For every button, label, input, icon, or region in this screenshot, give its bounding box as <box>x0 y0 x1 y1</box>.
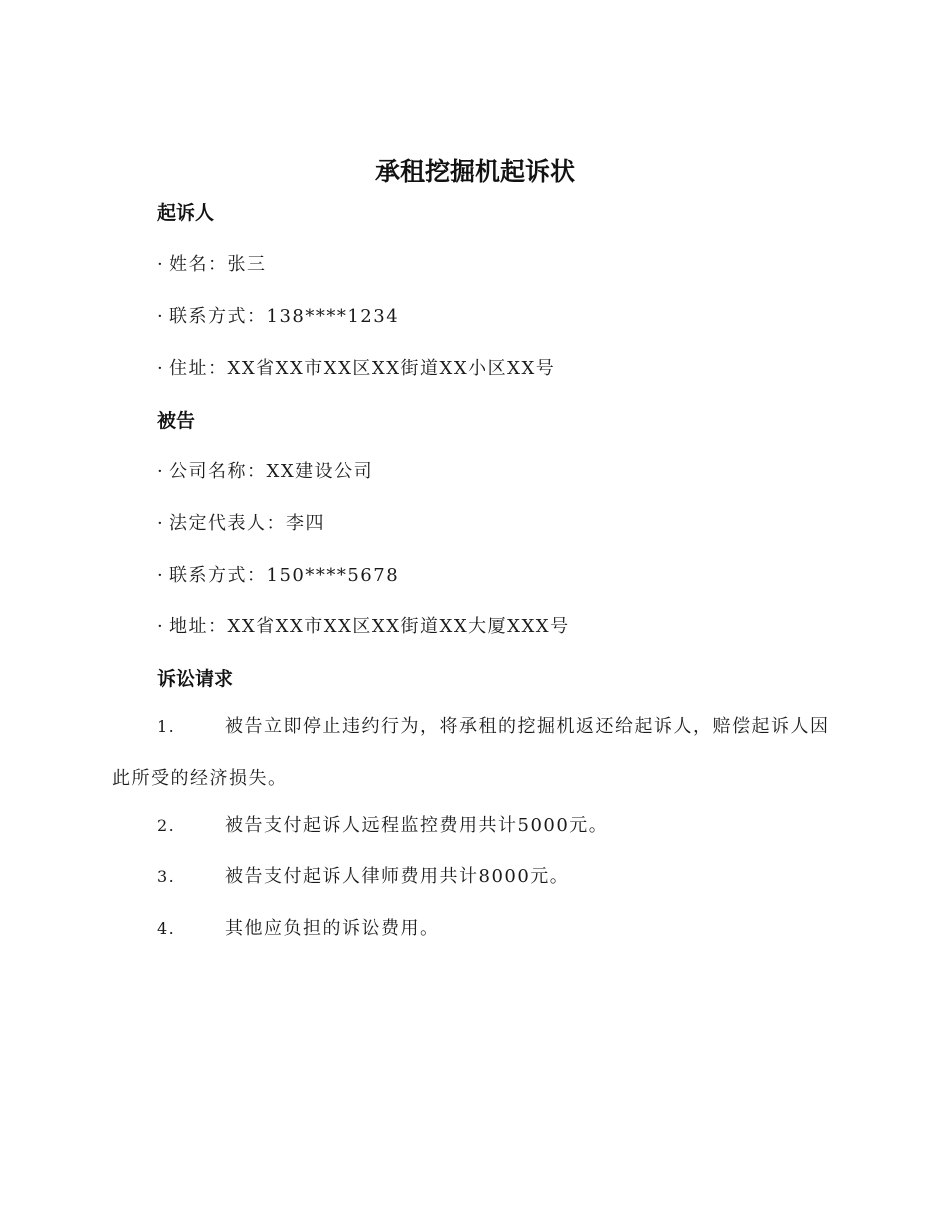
claim-number: 4. <box>157 919 176 938</box>
claim-number: 3. <box>157 867 176 886</box>
plaintiff-name-text: 姓名：张三 <box>169 254 267 275</box>
defendant-representative-text: 法定代表人：李四 <box>169 513 325 534</box>
defendant-company <box>157 457 373 483</box>
bullet: · <box>157 616 165 637</box>
claims-heading: 诉讼请求 <box>157 668 234 690</box>
defendant-contact-text: 联系方式：150****5678 <box>169 565 400 586</box>
plaintiff-address-text: 住址：XX省XX市XX区XX街道XX小区XX号 <box>169 358 556 379</box>
bullet: · <box>157 513 165 534</box>
claim-number: 2. <box>157 816 176 835</box>
plaintiff-contact <box>157 302 399 328</box>
bullet: · <box>157 358 165 379</box>
defendant-address-text: 地址：XX省XX市XX区XX街道XX大厦XXX号 <box>169 616 570 637</box>
defendant-representative <box>157 509 325 535</box>
claim-text: 被告支付起诉人律师费用共计8000元。 <box>225 866 570 887</box>
claim-item <box>157 914 440 940</box>
bullet: · <box>157 565 165 586</box>
defendant-address <box>157 612 570 638</box>
bullet: · <box>157 306 165 327</box>
defendant-contact <box>157 561 399 587</box>
document-title: 承租挖掘机起诉状 <box>374 157 575 186</box>
claim-item <box>112 701 842 805</box>
bullet: · <box>157 254 165 275</box>
claim-text: 被告立即停止违约行为，将承租的挖掘机返还给起诉人，赔偿起诉人因此所受的经济损失。 <box>112 716 830 789</box>
defendant-heading: 被告 <box>157 410 196 432</box>
claim-text: 被告支付起诉人远程监控费用共计5000元。 <box>225 815 609 836</box>
claim-text: 其他应负担的诉讼费用。 <box>225 918 440 939</box>
bullet: · <box>157 461 165 482</box>
claim-item <box>157 862 569 888</box>
claim-number: 1. <box>157 717 176 736</box>
plaintiff-contact-text: 联系方式：138****1234 <box>169 306 400 327</box>
plaintiff-name <box>157 250 267 276</box>
defendant-company-text: 公司名称：XX建设公司 <box>169 461 374 482</box>
claim-item <box>157 811 608 837</box>
plaintiff-address <box>157 354 555 380</box>
plaintiff-heading: 起诉人 <box>157 202 215 224</box>
